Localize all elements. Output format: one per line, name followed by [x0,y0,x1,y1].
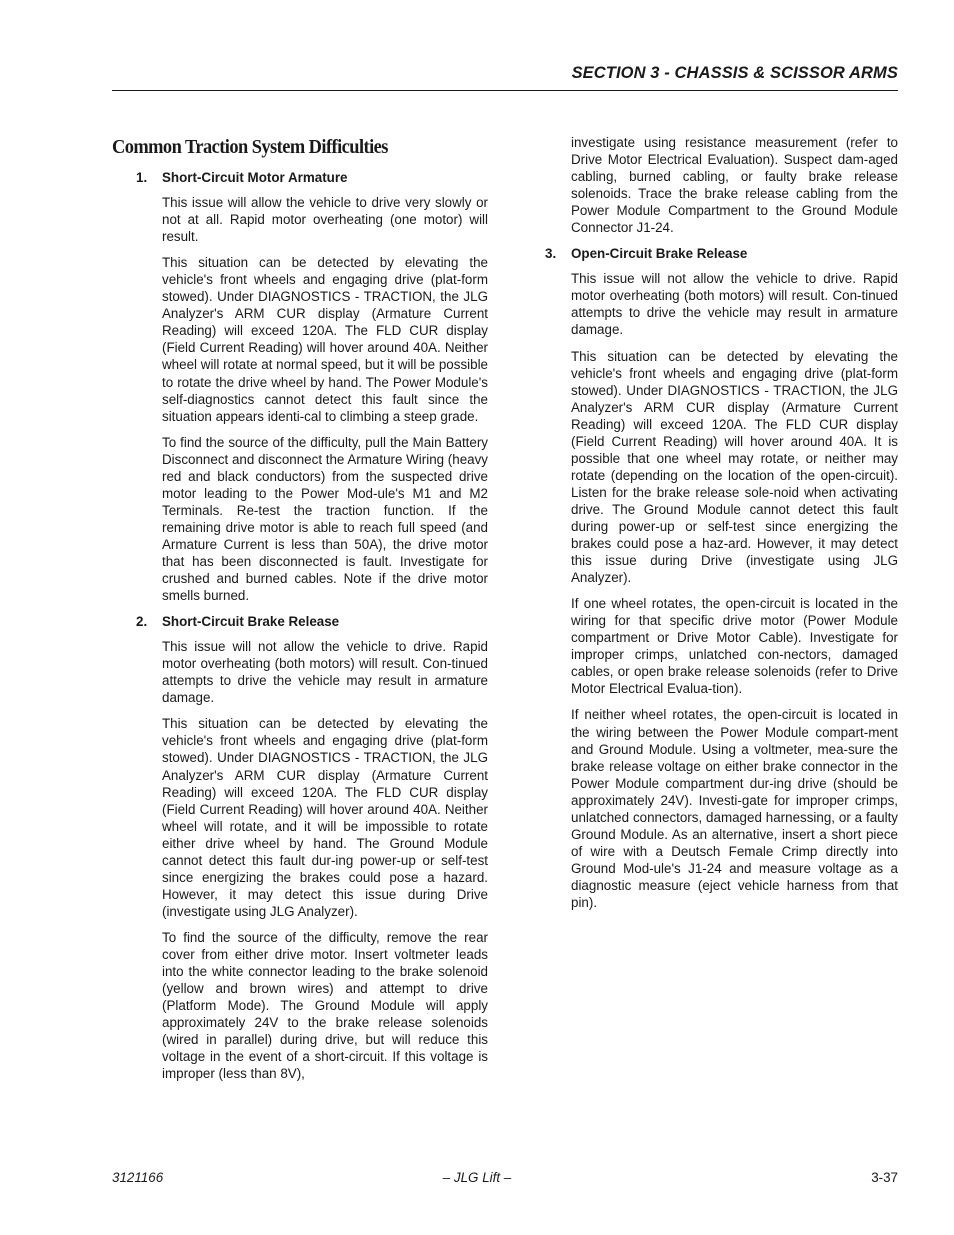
item-heading-1 [112,169,488,186]
item-number: 3. [545,246,557,262]
paragraph: This issue will not allow the vehicle to drive. Rapid motor overheating (both motors) will result. Con-tinued attempts to drive the vehicle may result in armature damage. [162,639,488,706]
page-heading: Common Traction System Difficulties [112,136,388,158]
paragraph: This situation can be detected by elevating the vehicle's front wheels and engaging drive (plat-form stowed). Under DIAGNOSTICS - TRACTION, the JLG Analyzer's ARM CUR display (Armature Current Reading) will exceed 120A. The FLD CUR display (Field Current Reading) will hover around 40A. It is possible that one wheel may rotate, or neither may rotate (depending on the location of the open-circuit). Listen for the brake release sole-noid when activating drive. The Ground Module cannot detect this fault during power-up or self-test since energizing the brakes could pose a haz-ard. However, it may detect this issue during Drive (investigate using JLG Analyzer). [571,348,898,586]
item-title: Short-Circuit Brake Release [162,614,340,630]
paragraph: This situation can be detected by elevating the vehicle's front wheels and engaging drive (plat-form stowed). Under DIAGNOSTICS - TRACTION, the JLG Analyzer's ARM CUR display (Armature Current Reading) will exceed 120A. The FLD CUR display (Field Current Reading) will hover around 40A. Neither wheel will rotate at normal speed, but it will be possible to rotate the drive wheel by hand. The Power Module's self-diagnostics cannot detect this fault since the situation appears identi-cal to climbing a steep grade. [162,255,488,424]
paragraph: This issue will allow the vehicle to drive very slowly or not at all. Rapid motor overheating (one motor) will result. [162,195,488,245]
footer-doc-number: 3121166 [112,1170,164,1185]
paragraph-continued: investigate using resistance measurement (refer to Drive Motor Electrical Evaluation). Suspect dam-aged cabling, burned cabling, or faulty brake release solenoids. Trace the brake release cabling from the Power Module Compartment to the Ground Module Connector J1-24. [571,135,898,236]
paragraph: If one wheel rotates, the open-circuit is located in the wiring for that specific drive motor (Power Module compartment or Drive Motor Cable). Investigate for improper crimps, unlatched con-nectors, damaged cables, or open brake release solenoids (refer to Drive Motor Electrical Evalua-tion). [571,596,898,697]
paragraph: To find the source of the difficulty, pull the Main Battery Disconnect and disconnect the Armature Wiring (heavy red and black conductors) from the suspected drive motor leading to the Power Mod-ule's M1 and M2 Terminals. Re-test the traction function. If the remaining drive motor is able to reach full speed (and Armature Current is less than 50A), the drive motor that has been disconnected is fault. Investigate for crushed and burned cables. Note if the drive motor smells burned. [162,434,488,604]
item-title: Short-Circuit Motor Armature [162,170,348,185]
paragraph: If neither wheel rotates, the open-circuit is located in the wiring between the Power Module compart-ment and Ground Module. Using a voltmeter, mea-sure the brake release voltage on either brake connector in the Power Module compartment dur-ing drive (should be approximately 24V). Investi-gate for improper crimps, unlatched connectors, damaged harnessing, or a faulty Ground Module. As an alternative, insert a short piece of wire with a Deutsch Female Crimp directly into Ground Mod-ule's J1-24 and measure voltage as a diagnostic measure (eject vehicle harness from that pin). [571,707,898,910]
item-heading-2 [112,613,488,630]
item-number: 1. [136,170,148,185]
paragraph: To find the source of the difficulty, remove the rear cover from either drive motor. Insert voltmeter leads into the white connector leading to the brake solenoid (yellow and brown wires) and attempt to drive (Platform Mode). The Ground Module will apply approximately 24V to the brake release solenoids (wired in parallel) during drive, but will reduce this voltage in the event of a short-circuit. If this voltage is improper (less than 8V), [162,929,488,1082]
footer-page-number: 3-37 [871,1170,898,1185]
section-title: SECTION 3 - CHASSIS & SCISSOR ARMS [571,64,898,82]
item-number: 2. [136,614,148,630]
item-heading-3 [545,245,898,262]
paragraph: This issue will not allow the vehicle to drive. Rapid motor overheating (both motors) will result. Con-tinued attempts to drive the vehicle may result in armature damage. [571,271,898,338]
left-column [112,134,488,1091]
paragraph: This situation can be detected by elevating the vehicle's front wheels and engaging drive (plat-form stowed). Under DIAGNOSTICS - TRACTION, the JLG Analyzer's ARM CUR display (Armature Current Reading) will exceed 120A. The FLD CUR display (Field Current Reading) will hover around 40A. Neither wheel will rotate, and it will be impossible to rotate either drive wheel by hand. The Ground Module cannot detect this fault dur-ing power-up or self-test since energizing the brakes could pose a hazard. However, it may detect this issue during Drive (investigate using JLG Analyzer). [162,716,488,919]
right-column [545,134,898,920]
footer-center: – JLG Lift – [442,1170,512,1185]
item-title: Open-Circuit Brake Release [571,246,748,262]
header-rule [112,90,898,91]
